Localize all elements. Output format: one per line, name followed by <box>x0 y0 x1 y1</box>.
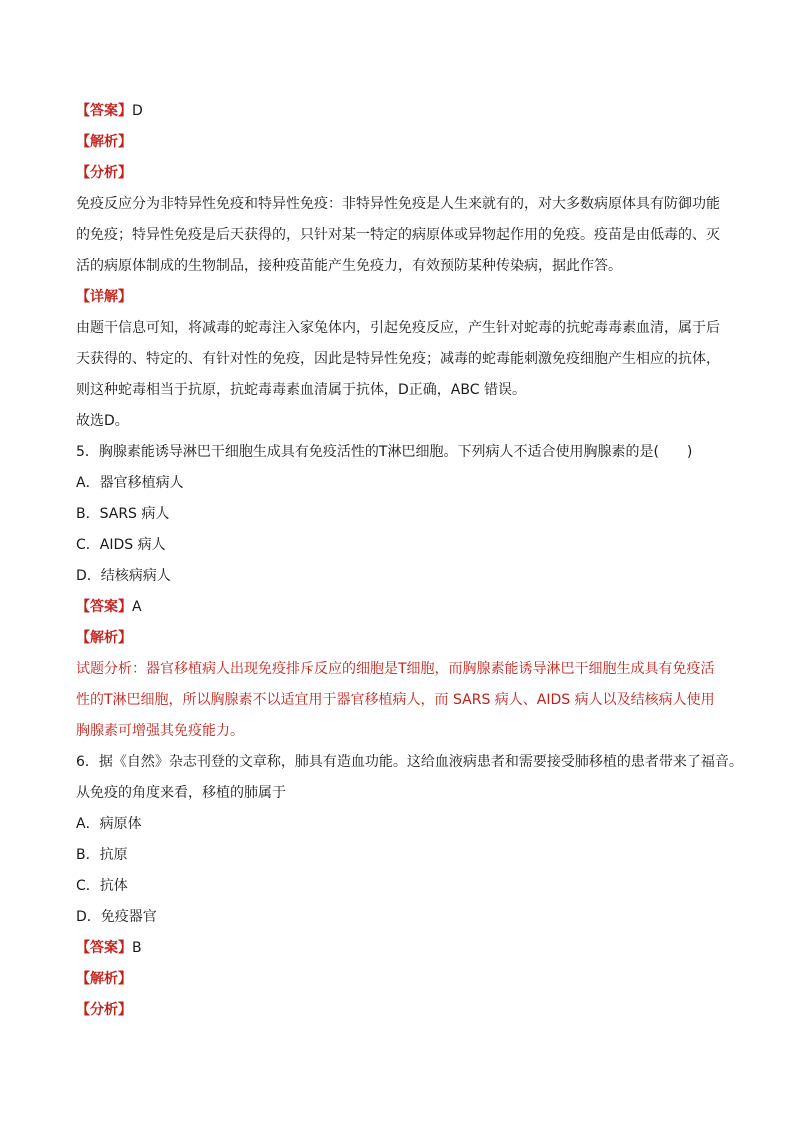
q6-answer-value: B <box>132 940 142 956</box>
q4-conclusion: 故选D。 <box>76 413 129 429</box>
q6-stem: 6．据《自然》杂志刊登的文章称，肺具有造血功能。这给血液病患者和需要接受肺移植的患者带来了福音。 <box>76 754 743 770</box>
q5-answer-label: 【答案】 <box>76 599 132 615</box>
q6-analysis-label: 【解析】 <box>76 971 132 987</box>
q4-answer-value: D <box>132 103 143 119</box>
q5-option-d: D．结核病病人 <box>76 568 171 584</box>
q6-option-a: A．病原体 <box>76 816 142 832</box>
document-page <box>76 96 743 1026</box>
q6-option-d: D．免疫器官 <box>76 909 157 925</box>
q6-fenxi-label: 【分析】 <box>76 1002 132 1018</box>
q4-fenxi-heading <box>76 158 724 189</box>
q6-answer-line <box>76 933 724 964</box>
q5-answer-value: A <box>132 599 142 615</box>
q4-detail-text: 则这种蛇毒相当于抗原，抗蛇毒毒素血清属于抗体，D正确，ABC 错误。 <box>76 382 526 398</box>
q5-answer-line <box>76 592 724 623</box>
q6-fenxi-heading <box>76 995 724 1026</box>
q6-answer-label: 【答案】 <box>76 940 132 956</box>
q4-fenxi-text: 免疫反应分为非特异性免疫和特异性免疫：非特异性免疫是人生来就有的，对大多数病原体具有防御功能 <box>76 196 720 212</box>
q4-detail-label: 【详解】 <box>76 289 132 305</box>
q4-fenxi-text: 活的病原体制成的生物制品，接种疫苗能产生免疫力，有效预防某种传染病，据此作答。 <box>76 258 622 274</box>
q4-fenxi-text: 的免疫；特异性免疫是后天获得的，只针对某一特定的病原体或异物起作用的免疫。疫苗是由低毒的、灭 <box>76 227 720 243</box>
q5-analysis-text: 试题分析：器官移植病人出现免疫排斥反应的细胞是T细胞，而胸腺素能诱导淋巴干细胞生成具有免疫活 <box>76 661 715 677</box>
q6-option-b: B．抗原 <box>76 847 128 863</box>
q4-detail-text: 由题干信息可知，将减毒的蛇毒注入家兔体内，引起免疫反应，产生针对蛇毒的抗蛇毒毒素血清，属于后 <box>76 320 720 336</box>
q4-analysis-heading <box>76 127 724 158</box>
q5-analysis-text: 胸腺素可增强其免疫能力。 <box>76 723 244 739</box>
q5-analysis-heading <box>76 623 724 654</box>
q6-analysis-heading <box>76 964 724 995</box>
q6-stem: 从免疫的角度来看，移植的肺属于 <box>76 785 286 801</box>
q4-detail-heading <box>76 282 724 313</box>
q4-answer-label: 【答案】 <box>76 103 132 119</box>
q5-analysis-text: 性的T淋巴细胞，所以胸腺素不以适宜用于器官移植病人，而 SARS 病人、AIDS 病人以及结核病人使用 <box>76 692 715 708</box>
q4-fenxi-label: 【分析】 <box>76 165 132 181</box>
q5-analysis-label: 【解析】 <box>76 630 132 646</box>
q5-option-c: C．AIDS 病人 <box>76 537 166 553</box>
q5-stem: 5．胸腺素能诱导淋巴干细胞生成具有免疫活性的T淋巴细胞。下列病人不适合使用胸腺素的是( ) <box>76 444 693 460</box>
q5-option-a: A．器官移植病人 <box>76 475 184 491</box>
q5-option-b: B．SARS 病人 <box>76 506 170 522</box>
q6-option-c: C．抗体 <box>76 878 128 894</box>
q4-analysis-label: 【解析】 <box>76 134 132 150</box>
q4-answer-line <box>76 96 724 127</box>
q4-detail-text: 天获得的、特定的、有针对性的免疫，因此是特异性免疫；减毒的蛇毒能刺激免疫细胞产生相应的抗体， <box>76 351 720 367</box>
